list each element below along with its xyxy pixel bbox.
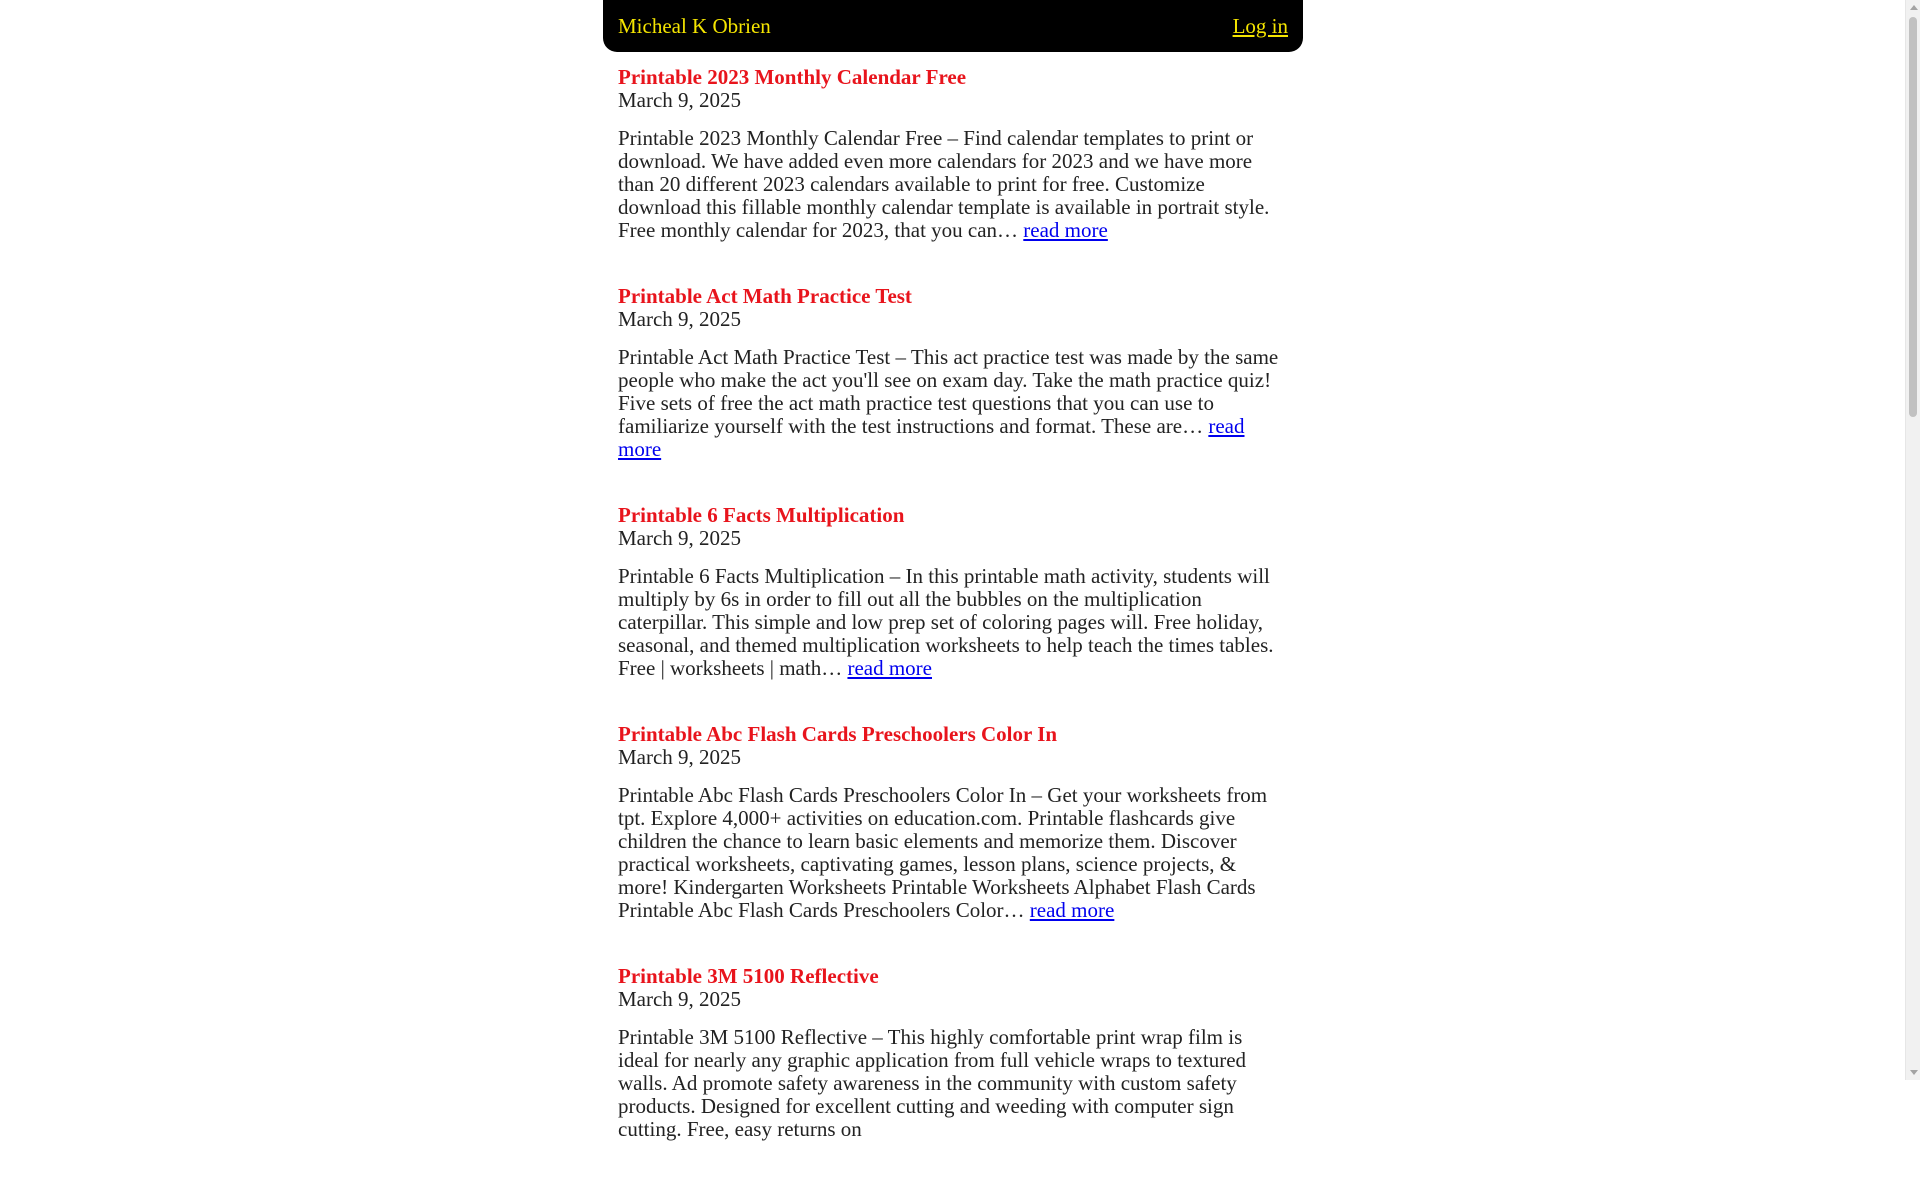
page-container (603, 0, 1303, 1184)
post-title[interactable]: Printable 2023 Monthly Calendar Free (618, 65, 967, 89)
scroll-down-arrow-icon[interactable] (1906, 1065, 1921, 1080)
post-excerpt (618, 1026, 1288, 1141)
post-date: March 9, 2025 (618, 745, 742, 769)
post-item (618, 504, 1288, 680)
vertical-scrollbar[interactable] (1905, 0, 1920, 1080)
post-excerpt-text: Printable Act Math Practice Test – This act practice test was made by the same people who make the act you'll see on exam day. Take the math practice quiz! Five sets of free the act math practice test questions that you can use to familiarize yourself with the test instructions and format. These are… (618, 345, 1279, 438)
read-more-link[interactable]: read more (618, 414, 1245, 461)
post-date: March 9, 2025 (618, 987, 742, 1011)
post-excerpt (618, 346, 1288, 461)
scroll-up-arrow-icon[interactable] (1906, 0, 1921, 15)
post-item (618, 66, 1288, 242)
post-item (618, 285, 1288, 461)
site-title[interactable]: Micheal K Obrien (618, 13, 771, 38)
post-item (618, 965, 1288, 1141)
read-more-link[interactable]: read more (847, 656, 932, 680)
post-title[interactable]: Printable 3M 5100 Reflective (618, 964, 879, 988)
post-title[interactable]: Printable Act Math Practice Test (618, 284, 912, 308)
top-navigation-bar (603, 0, 1303, 52)
login-link[interactable]: Log in (1232, 13, 1288, 38)
read-more-link[interactable]: read more (1029, 898, 1115, 922)
post-title[interactable]: Printable Abc Flash Cards Preschoolers Color In (618, 722, 1058, 746)
post-item (618, 723, 1288, 922)
read-more-link[interactable]: read more (1023, 218, 1108, 242)
post-excerpt-text: Printable Abc Flash Cards Preschoolers Color In – Get your worksheets from tpt. Explore 4,000+ activities on education.com. Printable flashcards give children the chance to learn basic elements and memorize them. Discover practical worksheets, captivating games, lesson plans, science projects, & more! Kindergarten Worksheets Printable Worksheets Alphabet Flash Cards Printable Abc Flash Cards Preschoolers Color… (618, 783, 1268, 922)
post-excerpt (618, 565, 1288, 680)
post-excerpt-text: Printable 6 Facts Multiplication – In this printable math activity, students will multiply by 6s in order to fill out all the bubbles on the multiplication caterpillar. This simple and low prep set of coloring pages will. Free holiday, seasonal, and themed multiplication worksheets to help teach the times tables. Free | worksheets | math… (618, 564, 1274, 680)
post-excerpt (618, 784, 1288, 922)
post-excerpt-text: Printable 3M 5100 Reflective – This highly comfortable print wrap film is ideal for nearly any graphic application from full vehicle wraps to textured walls. Ad promote safety awareness in the community with custom safety products. Designed for excellent cutting and weeding with computer sign cutting. Free, easy returns on (618, 1025, 1247, 1141)
post-date: March 9, 2025 (618, 307, 742, 331)
post-list (603, 52, 1303, 1141)
scrollbar-thumb[interactable] (1909, 17, 1917, 417)
post-excerpt (618, 127, 1288, 242)
post-title[interactable]: Printable 6 Facts Multiplication (618, 503, 905, 527)
post-excerpt-text: Printable 2023 Monthly Calendar Free – Find calendar templates to print or download. We have added even more calendars for 2023 and we have more than 20 different 2023 calendars available to print for free. Customize download this fillable monthly calendar template is available in portrait style. Free monthly calendar for 2023, that you can… (618, 126, 1270, 242)
post-date: March 9, 2025 (618, 526, 742, 550)
post-date: March 9, 2025 (618, 88, 742, 112)
